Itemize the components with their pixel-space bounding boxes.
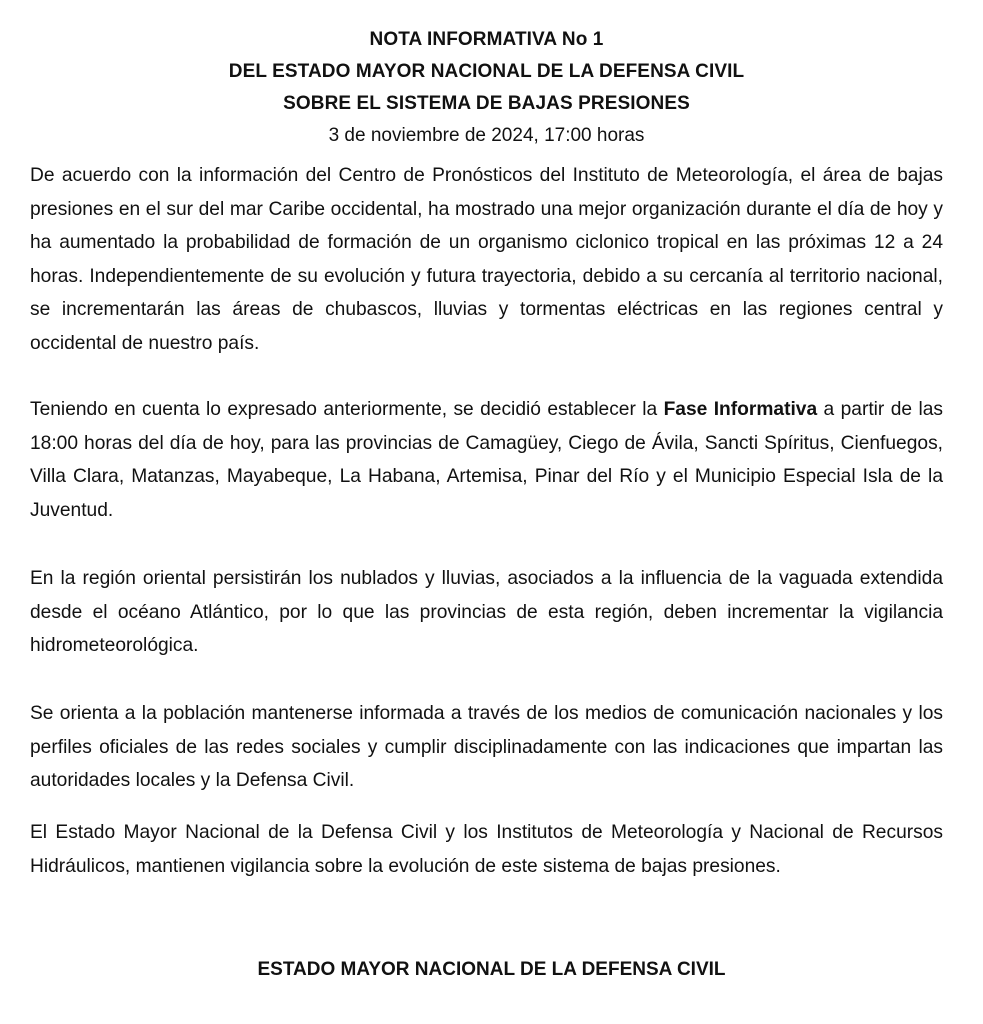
paragraph-informative-phase-intro: Teniendo en cuenta lo expresado anteriormente, se decidió establecer la xyxy=(30,399,664,420)
document-signature: ESTADO MAYOR NACIONAL DE LA DEFENSA CIVIL xyxy=(257,959,726,980)
paragraph-surveillance: El Estado Mayor Nacional de la Defensa Civil y los Institutos de Meteorología y Nacional de Recursos Hidráulicos, mantienen vigilancia sobre la evolución de este sistema de bajas presiones. xyxy=(30,822,943,877)
document-header xyxy=(30,0,943,151)
document-subject: SOBRE EL SISTEMA DE BAJAS PRESIONES xyxy=(283,93,690,114)
paragraph-eastern-region: En la región oriental persistirán los nublados y lluvias, asociados a la influencia de la vaguada extendida desde el océano Atlántico, por lo que las provincias de esta región, deben incrementar la vigilancia hidrometeorológica. xyxy=(30,568,943,656)
document-title: NOTA INFORMATIVA No 1 xyxy=(369,29,604,50)
document-date: 3 de noviembre de 2024, 17:00 horas xyxy=(328,125,645,146)
paragraph-population-guidance: Se orienta a la población mantenerse informada a través de los medios de comunicación nacionales y los perfiles oficiales de las redes sociales y cumplir disciplinadamente con las indicaciones que impartan las autoridades locales y la Defensa Civil. xyxy=(30,703,943,791)
paragraph-informative-phase xyxy=(30,393,943,527)
informative-phase-label: Fase Informativa xyxy=(663,399,818,420)
paragraph-forecast: De acuerdo con la información del Centro de Pronósticos del Instituto de Meteorología, el área de bajas presiones en el sur del mar Caribe occidental, ha mostrado una mejor organización durante el día de hoy y ha aumentado la probabilidad de formación de un organismo ciclonico tropical en las próximas 12 a 24 horas. Independientemente de su evolución y futura trayectoria, debido a su cercanía al territorio nacional, se incrementarán las áreas de chubascos, lluvias y tormentas eléctricas en las regiones central y occidental de nuestro país. xyxy=(30,165,943,354)
document-issuer: DEL ESTADO MAYOR NACIONAL DE LA DEFENSA CIVIL xyxy=(228,61,745,82)
paragraph-informative-phase-provinces: a partir de las 18:00 horas del día de hoy, para las provincias de Camagüey, Ciego de Ávila, Sancti Spíritus, Cienfuegos, Villa Clara, Matanzas, Mayabeque, La Habana, Artemisa, Pinar del Río y el Municipio Especial Isla de la Juventud. xyxy=(30,399,943,521)
